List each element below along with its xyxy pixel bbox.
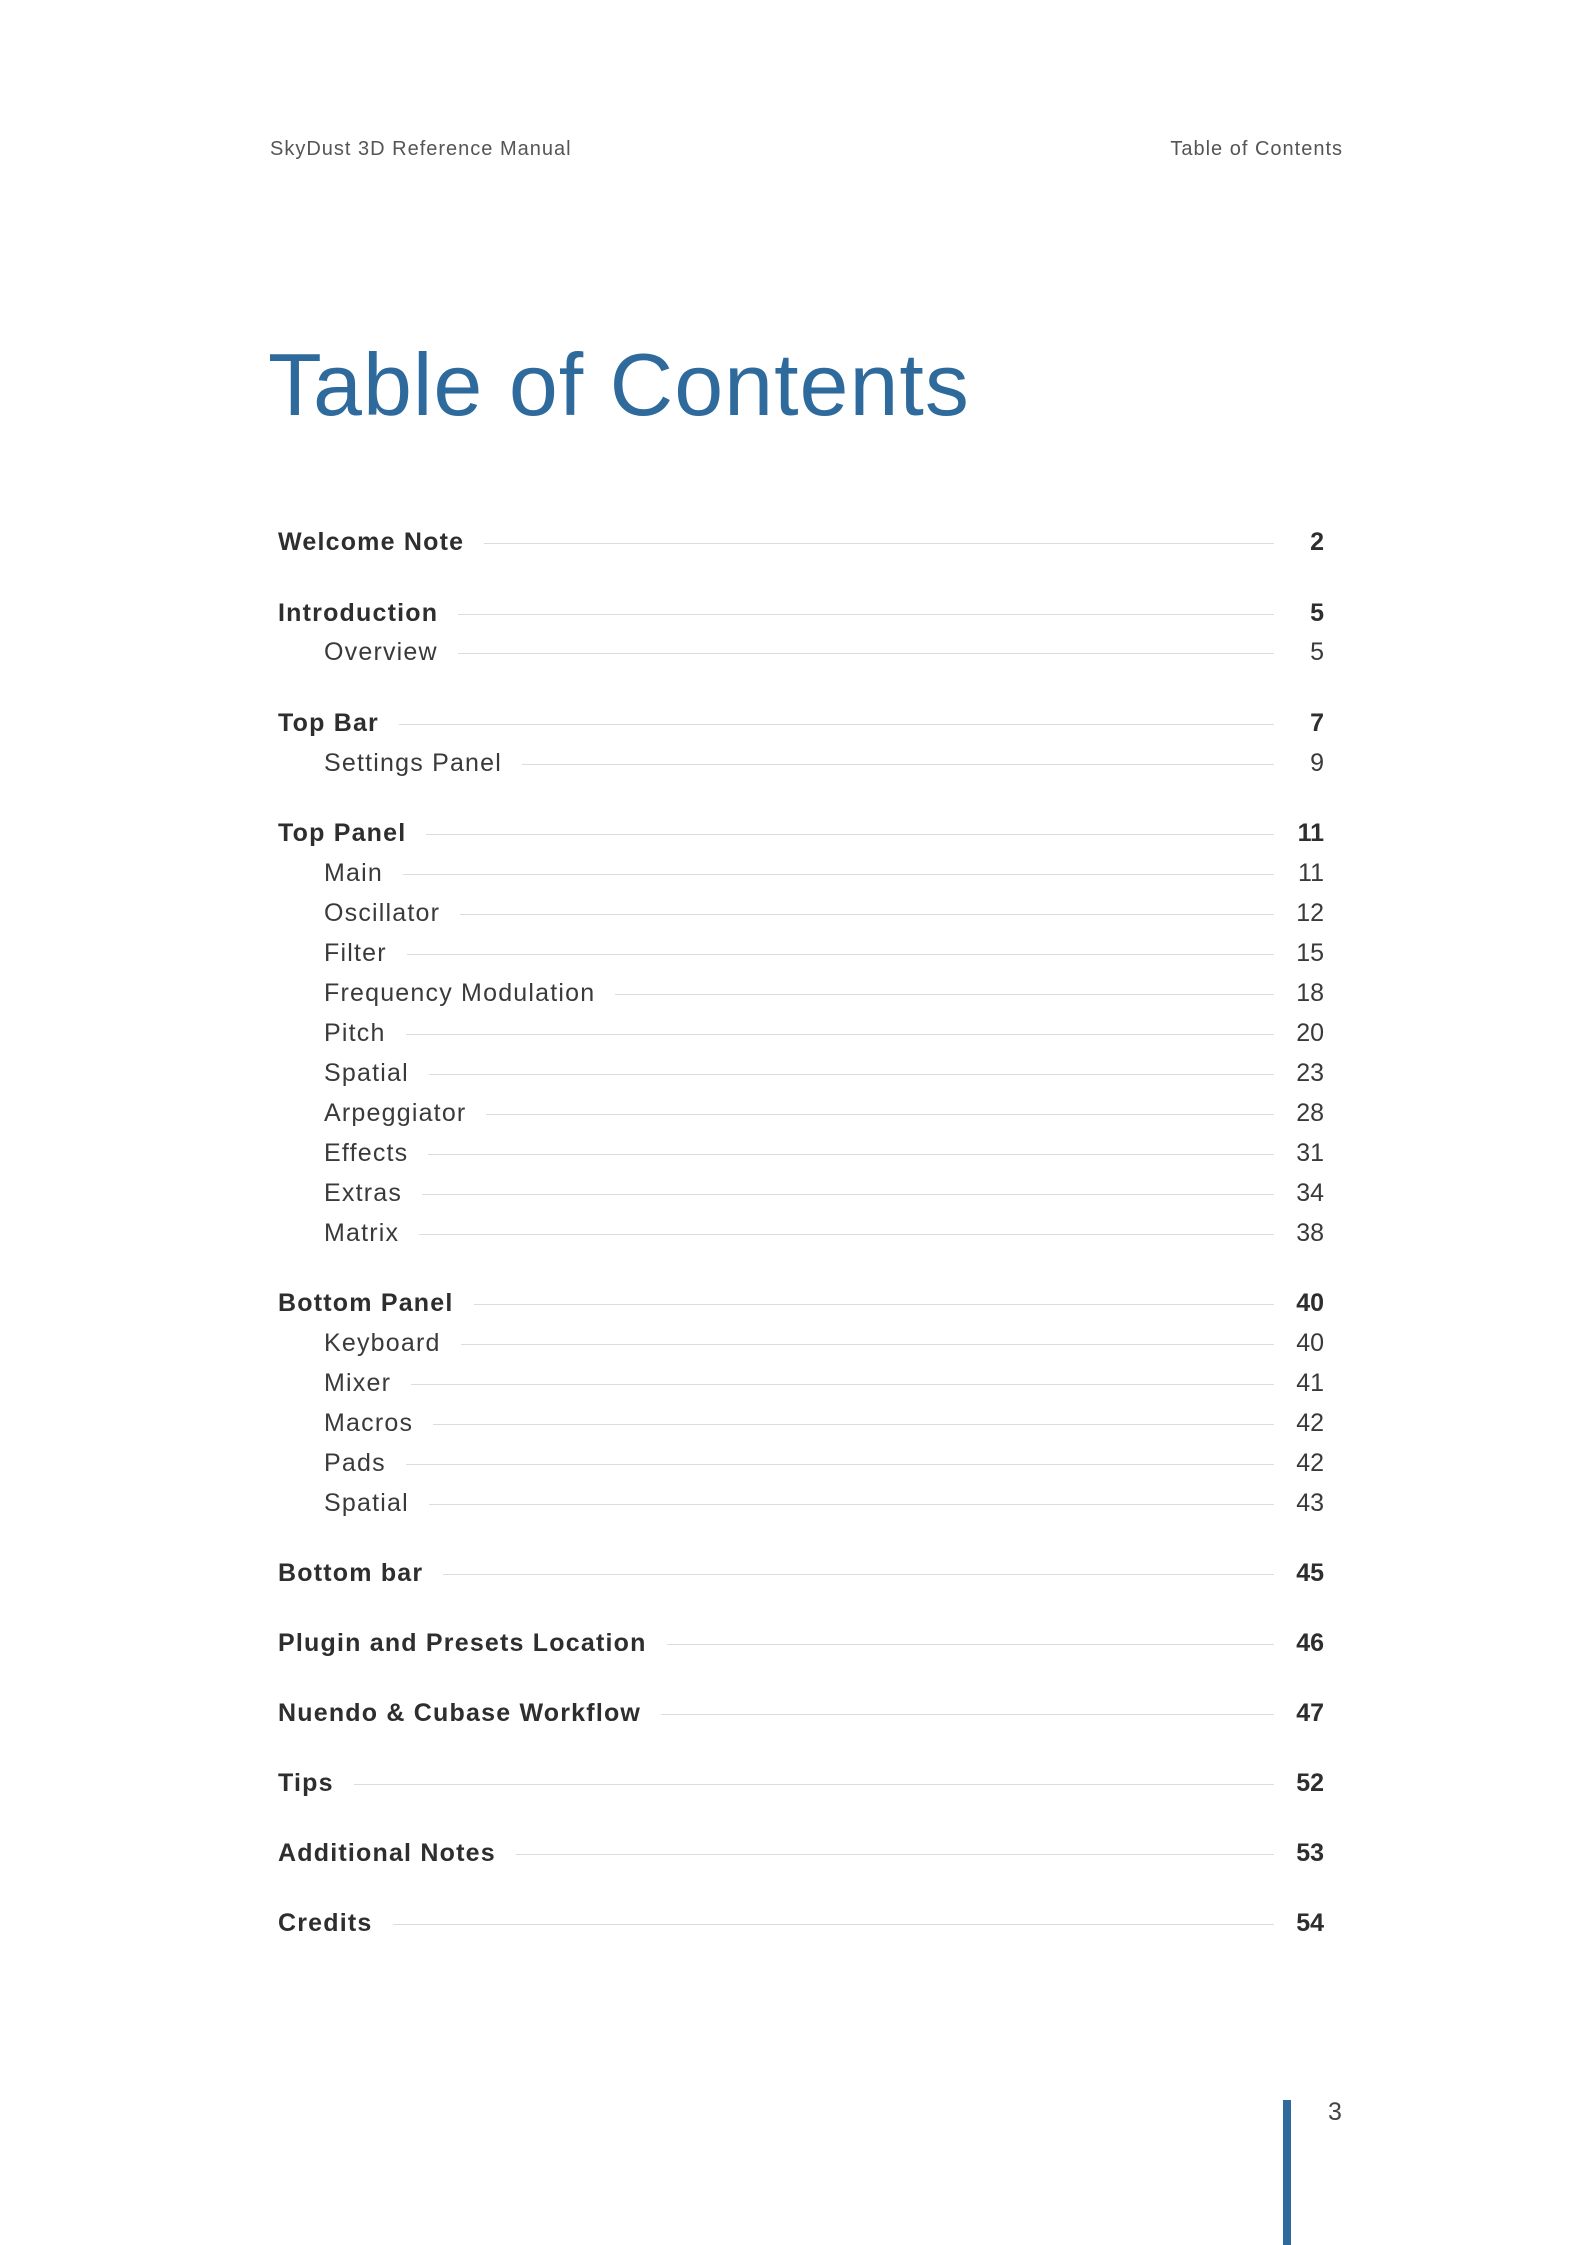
toc-leader-line xyxy=(460,914,1274,915)
toc-entry-label: Overview xyxy=(324,637,438,666)
page-accent-bar xyxy=(1283,2100,1291,2245)
toc-entry-label: Introduction xyxy=(278,598,439,627)
toc-entry[interactable] xyxy=(278,813,1324,853)
toc-leader-line xyxy=(661,1714,1274,1715)
toc-leader-line xyxy=(516,1854,1274,1855)
toc-subentry[interactable] xyxy=(324,1173,1324,1213)
toc-entry-page-number: 11 xyxy=(1297,818,1324,847)
toc-entry-page-number: 46 xyxy=(1296,1628,1324,1657)
toc-entry-page-number: 23 xyxy=(1296,1058,1324,1087)
toc-entry-page-number: 45 xyxy=(1296,1558,1324,1587)
toc-entry[interactable] xyxy=(278,1283,1324,1323)
toc-entry-page-number: 18 xyxy=(1296,978,1324,1007)
toc-entry-label: Arpeggiator xyxy=(324,1098,467,1127)
toc-leader-line xyxy=(426,834,1274,835)
toc-entry-label: Main xyxy=(324,858,383,887)
toc-subentry[interactable] xyxy=(324,1133,1324,1173)
page-title: Table of Contents xyxy=(268,335,970,434)
toc-leader-line xyxy=(433,1424,1274,1425)
toc-leader-line xyxy=(667,1644,1274,1645)
toc-leader-line xyxy=(428,1154,1274,1155)
toc-subentry[interactable] xyxy=(324,743,1324,783)
toc-entry-page-number: 5 xyxy=(1310,598,1324,627)
toc-subentry[interactable] xyxy=(324,1483,1324,1523)
toc-entry-page-number: 41 xyxy=(1296,1368,1324,1397)
toc-leader-line xyxy=(403,874,1274,875)
toc-subentry[interactable] xyxy=(324,1443,1324,1483)
toc-leader-line xyxy=(429,1074,1274,1075)
toc-entry-page-number: 47 xyxy=(1296,1698,1324,1727)
toc-entry-page-number: 42 xyxy=(1296,1408,1324,1437)
toc-subentry[interactable] xyxy=(324,893,1324,933)
toc-entry[interactable] xyxy=(278,1623,1324,1663)
toc-entry-label: Spatial xyxy=(324,1488,409,1517)
toc-entry-label: Plugin and Presets Location xyxy=(278,1628,647,1657)
toc-subentry[interactable] xyxy=(324,632,1324,672)
toc-entry-label: Mixer xyxy=(324,1368,392,1397)
toc-entry-label: Credits xyxy=(278,1908,373,1937)
toc-leader-line xyxy=(399,724,1274,725)
toc-entry-page-number: 5 xyxy=(1310,637,1324,666)
toc-entry-page-number: 15 xyxy=(1296,938,1324,967)
toc-entry-page-number: 54 xyxy=(1296,1908,1324,1937)
toc-leader-line xyxy=(522,764,1274,765)
toc-leader-line xyxy=(461,1344,1274,1345)
toc-entry-label: Nuendo & Cubase Workflow xyxy=(278,1698,642,1727)
toc-entry-page-number: 52 xyxy=(1296,1768,1324,1797)
toc-subentry[interactable] xyxy=(324,853,1324,893)
toc-entry-label: Extras xyxy=(324,1178,403,1207)
toc-leader-line xyxy=(615,994,1274,995)
toc-entry[interactable] xyxy=(278,593,1324,633)
toc-entry-page-number: 34 xyxy=(1296,1178,1324,1207)
toc-leader-line xyxy=(406,1034,1274,1035)
toc-subentry[interactable] xyxy=(324,1323,1324,1363)
toc-leader-line xyxy=(419,1234,1274,1235)
toc-leader-line xyxy=(354,1784,1274,1785)
toc-entry[interactable] xyxy=(278,1763,1324,1803)
toc-entry-label: Bottom bar xyxy=(278,1558,424,1587)
toc-subentry[interactable] xyxy=(324,933,1324,973)
toc-leader-line xyxy=(443,1574,1274,1575)
toc-entry-page-number: 40 xyxy=(1296,1328,1324,1357)
toc-leader-line xyxy=(406,1464,1274,1465)
toc-entry-label: Top Panel xyxy=(278,818,407,847)
toc-leader-line xyxy=(486,1114,1274,1115)
toc-entry[interactable] xyxy=(278,1903,1324,1943)
toc-subentry[interactable] xyxy=(324,1053,1324,1093)
toc-entry[interactable] xyxy=(278,703,1324,743)
toc-entry-label: Matrix xyxy=(324,1218,400,1247)
toc-leader-line xyxy=(429,1504,1274,1505)
toc-entry-label: Frequency Modulation xyxy=(324,978,596,1007)
header-manual-title: SkyDust 3D Reference Manual xyxy=(270,138,572,160)
toc-entry-label: Oscillator xyxy=(324,898,441,927)
toc-entry-page-number: 38 xyxy=(1296,1218,1324,1247)
toc-leader-line xyxy=(407,954,1274,955)
toc-entry-label: Settings Panel xyxy=(324,748,503,777)
toc-entry-page-number: 31 xyxy=(1296,1138,1324,1167)
toc-entry-label: Welcome Note xyxy=(278,527,465,556)
toc-leader-line xyxy=(474,1304,1274,1305)
toc-entry-label: Filter xyxy=(324,938,387,967)
toc-entry[interactable] xyxy=(278,1553,1324,1593)
toc-subentry[interactable] xyxy=(324,1403,1324,1443)
toc-subentry[interactable] xyxy=(324,973,1324,1013)
toc-entry-label: Tips xyxy=(278,1768,334,1797)
toc-entry-page-number: 7 xyxy=(1310,708,1324,737)
toc-entry-label: Bottom Panel xyxy=(278,1288,454,1317)
toc-entry-label: Pitch xyxy=(324,1018,386,1047)
toc-entry-page-number: 28 xyxy=(1296,1098,1324,1127)
header-section-title: Table of Contents xyxy=(1170,138,1343,160)
toc-entry[interactable] xyxy=(278,522,1324,562)
toc-leader-line xyxy=(411,1384,1274,1385)
toc-entry-label: Spatial xyxy=(324,1058,409,1087)
toc-entry-page-number: 43 xyxy=(1296,1488,1324,1517)
toc-leader-line xyxy=(393,1924,1274,1925)
toc-subentry[interactable] xyxy=(324,1093,1324,1133)
toc-leader-line xyxy=(484,543,1274,544)
toc-entry-label: Pads xyxy=(324,1448,386,1477)
toc-entry-page-number: 9 xyxy=(1310,748,1324,777)
toc-entry-page-number: 2 xyxy=(1310,527,1324,556)
toc-subentry[interactable] xyxy=(324,1213,1324,1253)
toc-entry-page-number: 20 xyxy=(1296,1018,1324,1047)
toc-entry-label: Macros xyxy=(324,1408,414,1437)
toc-leader-line xyxy=(458,653,1274,654)
toc-entry-label: Top Bar xyxy=(278,708,379,737)
toc-subentry[interactable] xyxy=(324,1363,1324,1403)
toc-entry-page-number: 40 xyxy=(1296,1288,1324,1317)
toc-entry-label: Additional Notes xyxy=(278,1838,496,1867)
page-number: 3 xyxy=(1328,2098,1342,2126)
toc-leader-line xyxy=(422,1194,1274,1195)
toc-entry-label: Keyboard xyxy=(324,1328,441,1357)
toc-entry-label: Effects xyxy=(324,1138,409,1167)
toc-entry-page-number: 11 xyxy=(1298,858,1324,887)
toc-leader-line xyxy=(458,614,1274,615)
toc-entry-page-number: 53 xyxy=(1296,1838,1324,1867)
toc-entry[interactable] xyxy=(278,1833,1324,1873)
toc-entry-page-number: 12 xyxy=(1296,898,1324,927)
toc-subentry[interactable] xyxy=(324,1013,1324,1053)
toc-entry[interactable] xyxy=(278,1693,1324,1733)
toc-entry-page-number: 42 xyxy=(1296,1448,1324,1477)
